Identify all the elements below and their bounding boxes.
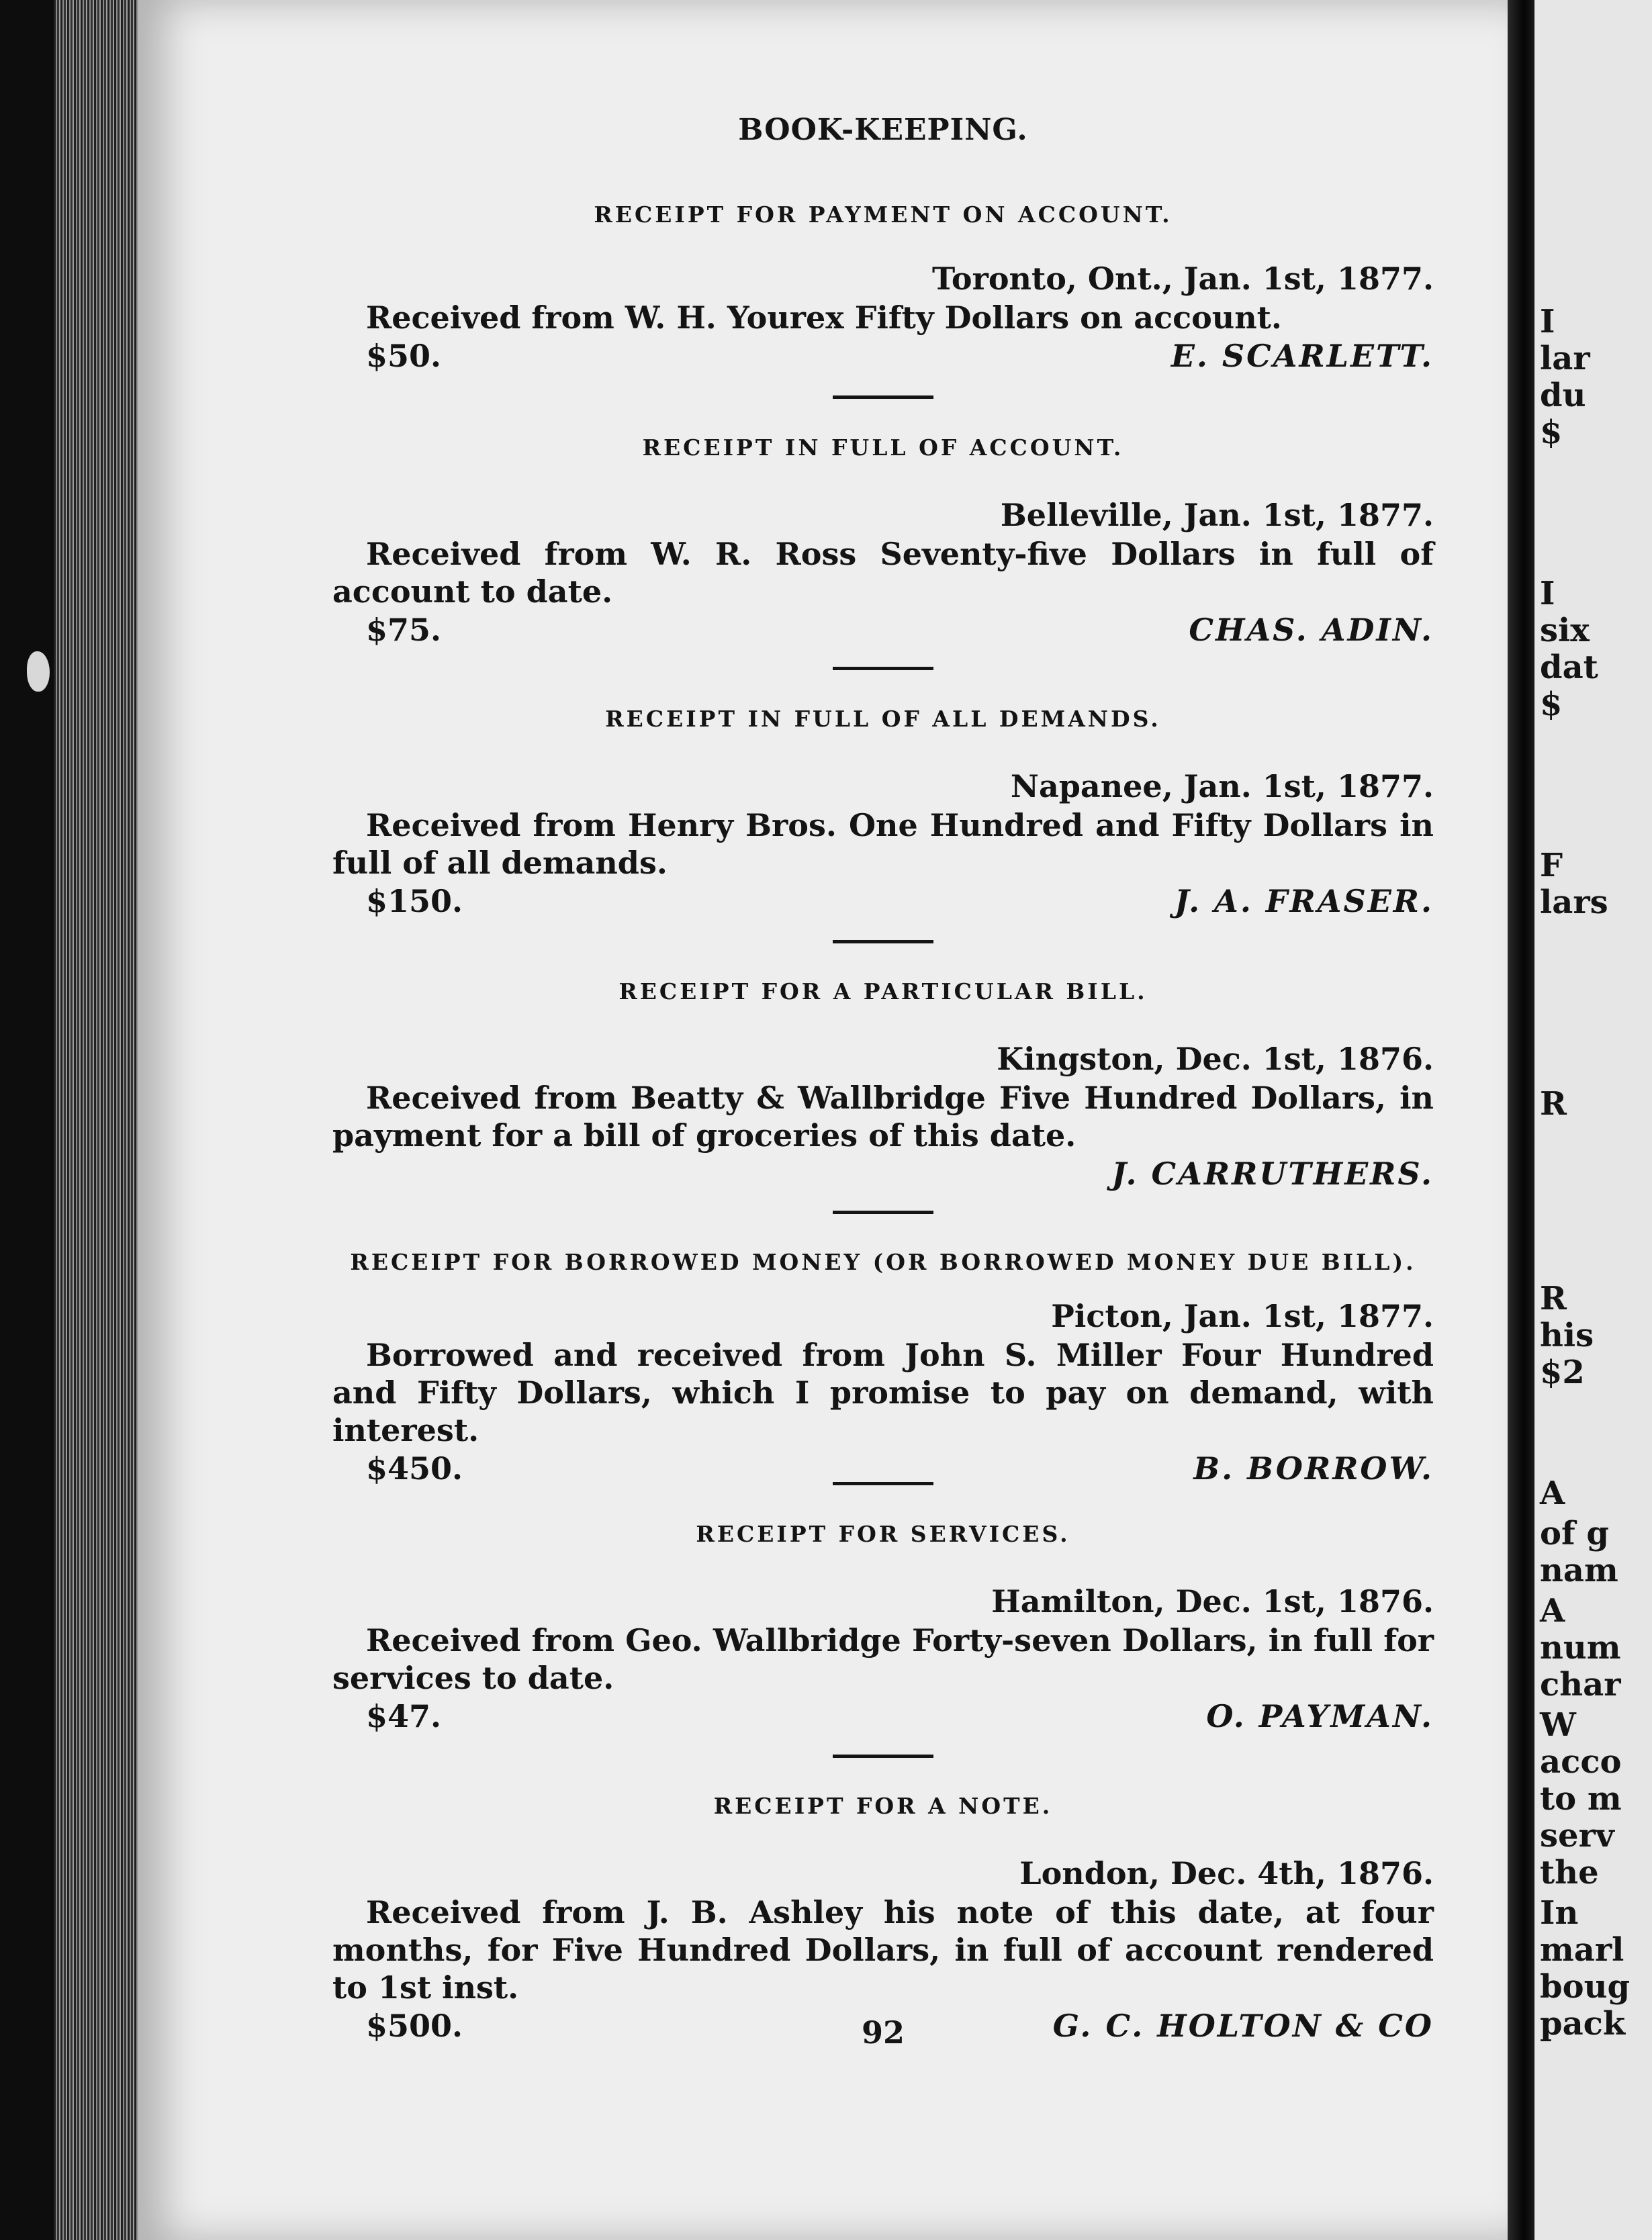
facing-text: his (1540, 1317, 1594, 1354)
facing-text: num (1540, 1629, 1621, 1667)
facing-text: nam (1540, 1552, 1618, 1589)
amount-signature-row (332, 610, 1434, 649)
amount: $150. (366, 883, 463, 919)
receipt-text: Received from J. B. Ashley his note of this date, at four months, for Five Hundred Dollars, in full of account rendered to 1st inst. (332, 1894, 1434, 2006)
receipt-full-of-account (332, 431, 1434, 649)
facing-text: I (1540, 303, 1555, 340)
section-rule (833, 395, 933, 399)
signature: B. BORROW. (1193, 1450, 1434, 1487)
facing-text: six (1540, 612, 1590, 649)
place-date: Picton, Jan. 1st, 1877. (1051, 1298, 1434, 1334)
facing-text: boug (1540, 1968, 1631, 2006)
receipt-full-of-all-demands (332, 702, 1434, 921)
facing-text: $2 (1540, 1354, 1585, 1391)
signature: G. C. HOLTON & CO (1052, 2008, 1434, 2044)
facing-page-fragment (1534, 0, 1652, 2240)
receipt-text: Received from Henry Bros. One Hundred and Fifty Dollars in full of all demands. (332, 807, 1434, 881)
place-date: Napanee, Jan. 1st, 1877. (1010, 768, 1434, 804)
facing-text: pack (1540, 2005, 1626, 2043)
receipt-note (332, 1789, 1434, 2045)
signature: E. SCARLETT. (1171, 338, 1434, 374)
amount: $75. (366, 612, 442, 648)
signature: O. PAYMAN. (1206, 1698, 1434, 1734)
section-rule (833, 1482, 933, 1485)
section-rule (833, 1211, 933, 1214)
page-number: 92 (861, 2014, 905, 2051)
receipt-heading: RECEIPT FOR A NOTE. (713, 1793, 1053, 1819)
amount-signature-row (332, 882, 1434, 921)
facing-text: lar (1540, 340, 1590, 377)
amount-signature-row (332, 336, 1434, 375)
facing-text: marl (1540, 1931, 1624, 1969)
receipt-heading: RECEIPT FOR SERVICES. (696, 1521, 1070, 1547)
receipt-payment-on-account (332, 198, 1434, 375)
facing-text: $ (1540, 686, 1563, 723)
facing-text: I (1540, 575, 1555, 612)
amount-signature-row (332, 1697, 1434, 1736)
receipt-text: Received from W. R. Ross Seventy-five Dollars in full of account to date. (332, 536, 1434, 610)
signature: J. CARRUTHERS. (1111, 1156, 1434, 1192)
facing-text: In (1540, 1894, 1579, 1932)
facing-text: F (1540, 847, 1563, 884)
signature: J. A. FRASER. (1174, 883, 1434, 919)
facing-text: of g (1540, 1515, 1609, 1552)
facing-text: W (1540, 1706, 1576, 1744)
place-date: Hamilton, Dec. 1st, 1876. (991, 1583, 1434, 1620)
receipt-text: Received from Beatty & Wallbridge Five Hundred Dollars, in payment for a bill of groceries of this date. (332, 1080, 1434, 1154)
receipt-heading: RECEIPT FOR BORROWED MONEY (OR BORROWED MONEY DUE BILL). (350, 1249, 1416, 1275)
facing-text: acco (1540, 1743, 1622, 1781)
facing-text: dat (1540, 649, 1598, 686)
receipt-heading: RECEIPT FOR PAYMENT ON ACCOUNT. (594, 201, 1173, 228)
receipt-heading: RECEIPT IN FULL OF ACCOUNT. (642, 434, 1124, 461)
signature: CHAS. ADIN. (1189, 612, 1434, 648)
section-rule (833, 940, 933, 943)
facing-text: R (1540, 1280, 1567, 1317)
facing-text: lars (1540, 884, 1608, 921)
paper-blot (27, 651, 50, 692)
facing-text: R (1540, 1085, 1567, 1123)
place-date: Belleville, Jan. 1st, 1877. (1000, 497, 1434, 533)
facing-text: char (1540, 1666, 1621, 1704)
receipt-services (332, 1518, 1434, 1736)
facing-text: to m (1540, 1780, 1622, 1818)
facing-text: A (1540, 1475, 1565, 1512)
place-date: Kingston, Dec. 1st, 1876. (997, 1041, 1434, 1077)
receipt-heading: RECEIPT IN FULL OF ALL DEMANDS. (605, 706, 1161, 732)
signature-row (332, 1154, 1434, 1193)
amount: $500. (366, 2008, 463, 2044)
section-rule (833, 1755, 933, 1758)
facing-text: the (1540, 1854, 1599, 1892)
section-rule (833, 667, 933, 670)
amount: $47. (366, 1698, 442, 1734)
place-date: London, Dec. 4th, 1876. (1019, 1855, 1434, 1892)
facing-text: $ (1540, 414, 1563, 451)
facing-text: du (1540, 377, 1586, 414)
book-gutter (1508, 0, 1534, 2240)
amount: $50. (366, 338, 442, 374)
place-date: Toronto, Ont., Jan. 1st, 1877. (931, 261, 1434, 297)
receipt-borrowed-money (332, 1246, 1434, 1488)
receipt-text: Received from W. H. Yourex Fifty Dollars on account. (366, 299, 1282, 336)
running-head: BOOK-KEEPING. (738, 113, 1028, 147)
receipt-text: Received from Geo. Wallbridge Forty-seven Dollars, in full for services to date. (332, 1622, 1434, 1696)
facing-text: A (1540, 1592, 1565, 1630)
receipt-particular-bill (332, 975, 1434, 1193)
receipt-text: Borrowed and received from John S. Miller Four Hundred and Fifty Dollars, which I promise to pay on demand, with interest. (332, 1337, 1434, 1448)
receipt-heading: RECEIPT FOR A PARTICULAR BILL. (618, 978, 1148, 1005)
facing-text: serv (1540, 1817, 1614, 1855)
amount: $450. (366, 1450, 463, 1487)
